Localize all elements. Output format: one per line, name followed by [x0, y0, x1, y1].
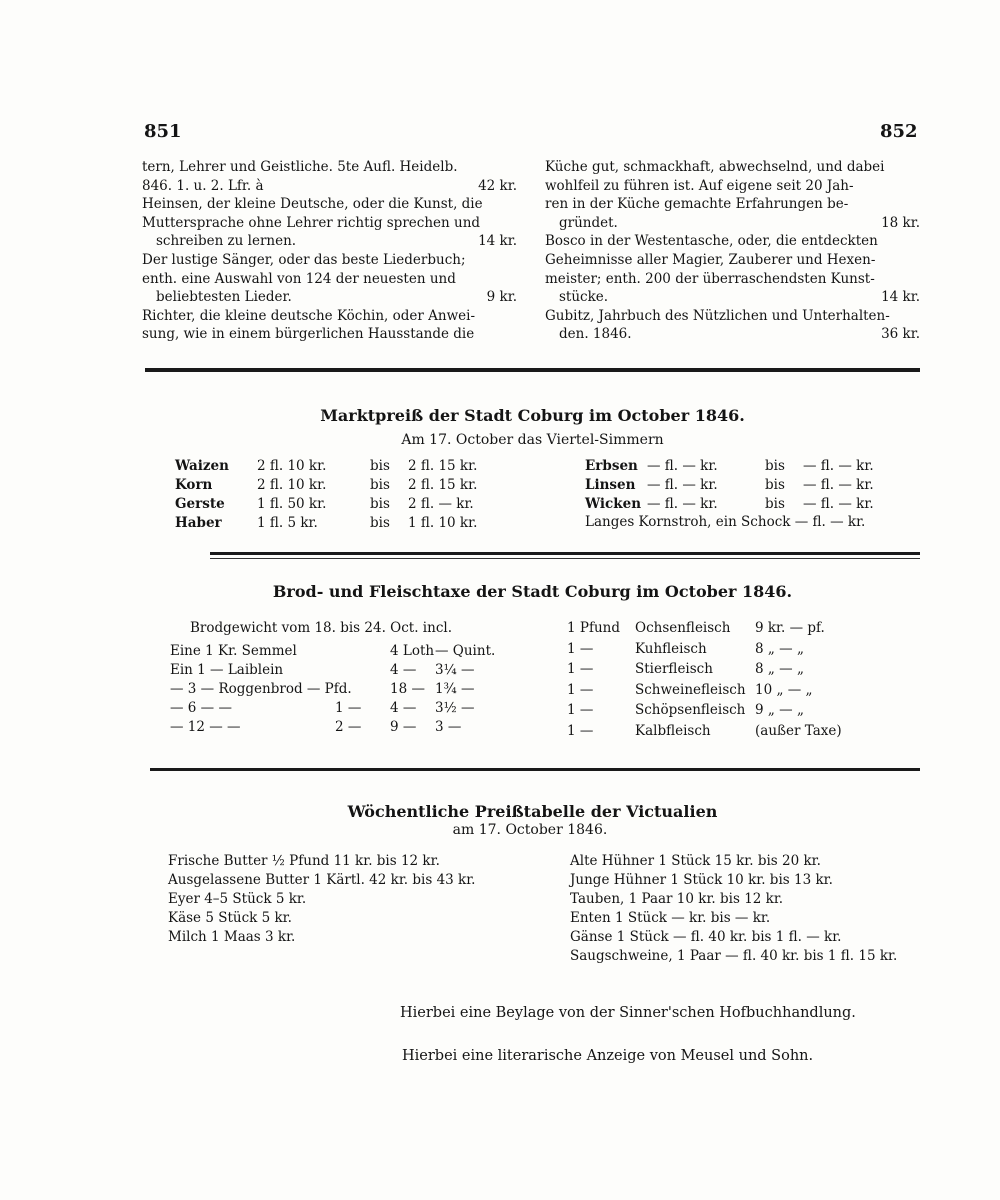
price-low: 2 fl. 10 kr. [257, 477, 327, 493]
price-row [175, 476, 515, 495]
literary-notice: Hierbei eine literarische Anzeige von Meusel und Sohn. [402, 1048, 814, 1064]
bread-cell: 4 — [390, 700, 417, 716]
bread-cell: — 3 — Roggenbrod — Pfd. [170, 681, 352, 697]
meat-name: Schöpsenfleisch [635, 702, 746, 718]
book-entry-line: enth. eine Auswahl von 124 der neuesten und [142, 270, 456, 287]
price-low: 2 fl. 10 kr. [257, 458, 327, 474]
book-entry-line [142, 177, 517, 196]
victual-item: Alte Hühner 1 Stück 15 kr. bis 20 kr. [570, 853, 821, 869]
book-entry-line: sung, wie in einem bürgerlichen Hausstande die [142, 326, 475, 343]
book-entry-line: Muttersprache ohne Lehrer richtig sprechen und [142, 214, 481, 231]
meat-qty: 1 — [567, 661, 594, 677]
price-bis: bis [370, 458, 390, 474]
price-bis: bis [370, 515, 390, 531]
section-divider [210, 552, 920, 555]
weekly-title: Wöchentliche Preißtabelle der Victualien [347, 802, 718, 821]
bread-row [170, 680, 530, 699]
book-entry-line: Bosco in der Westentasche, oder, die entdeckten [545, 233, 878, 250]
meat-qty: 1 — [567, 681, 594, 698]
meat-price: 9 „ — „ [755, 702, 804, 718]
price-name: Erbsen [585, 458, 638, 474]
meat-price: 10 „ — „ [755, 681, 813, 698]
weekly-list-right [570, 852, 920, 966]
price-name: Linsen [585, 477, 636, 493]
bread-cell: 4 — [390, 662, 417, 678]
meat-row [567, 619, 907, 640]
bread-cell: — 6 — — [170, 700, 232, 716]
price-name: Gerste [175, 496, 225, 512]
book-entry-line: Der lustige Sänger, oder das beste Liederbuch; [142, 251, 466, 268]
price-high: 2 fl. — kr. [408, 496, 474, 512]
bread-cell: 18 — [390, 681, 425, 697]
price-low: — fl. — kr. [647, 477, 718, 493]
price-high: 2 fl. 15 kr. [408, 458, 478, 474]
bread-cell: 4 Loth [390, 643, 435, 659]
bread-weight-table [170, 642, 530, 737]
price-name: Wicken [585, 496, 642, 512]
book-price: 42 kr. [478, 177, 517, 194]
section-divider [210, 558, 920, 559]
book-entry-text: 846. 1. u. 2. Lfr. à [142, 177, 264, 194]
meat-qty: 1 Pfund [567, 620, 620, 636]
victual-item: Käse 5 Stück 5 kr. [168, 910, 292, 926]
meat-price: 9 kr. — pf. [755, 620, 825, 636]
book-price: 14 kr. [881, 289, 920, 306]
book-entry-line: wohlfeil zu führen ist. Auf eigene seit 20 Jah- [545, 177, 854, 194]
price-bis: bis [765, 477, 785, 493]
price-row [175, 514, 515, 533]
price-bis: bis [765, 458, 785, 474]
bread-cell: 9 — [390, 719, 417, 735]
meat-price: 8 „ — „ [755, 640, 804, 657]
book-entry-text: gründet. [559, 214, 618, 231]
straw-price: Langes Kornstroh, ein Schock — fl. — kr. [585, 514, 866, 530]
bread-weight-header: Brodgewicht vom 18. bis 24. Oct. incl. [190, 620, 452, 636]
book-entry-line: tern, Lehrer und Geistliche. 5te Aufl. Heidelb. [142, 159, 458, 175]
page-number-left: 851 [144, 121, 182, 142]
section-divider [145, 368, 920, 372]
book-price: 14 kr. [478, 233, 517, 250]
price-name: Waizen [175, 458, 229, 474]
meat-row [567, 722, 907, 743]
book-entry-line: ren in der Küche gemachte Erfahrungen be- [545, 196, 849, 213]
meat-price: 8 „ — „ [755, 661, 804, 677]
bread-row [170, 642, 530, 661]
book-entry-line [142, 288, 517, 307]
victual-item: Tauben, 1 Paar 10 kr. bis 12 kr. [570, 891, 784, 907]
price-row [175, 457, 515, 476]
price-name: Korn [175, 477, 213, 493]
market-title: Marktpreiß der Stadt Coburg im October 1846. [320, 406, 745, 425]
book-price: 9 kr. [486, 289, 517, 306]
weekly-list-left [168, 852, 528, 947]
book-entry-text: den. 1846. [559, 326, 632, 343]
bread-cell: — Quint. [435, 643, 496, 659]
price-low: 1 fl. 5 kr. [257, 515, 318, 531]
bread-row [170, 718, 530, 737]
book-entry-line: Gubitz, Jahrbuch des Nützlichen und Unterhalten- [545, 307, 890, 324]
book-entry-line: Richter, die kleine deutsche Köchin, oder Anwei- [142, 307, 476, 324]
supplement-notice: Hierbei eine Beylage von der Sinner'schen Hofbuchhandlung. [400, 1005, 856, 1021]
book-list-left [142, 158, 517, 344]
price-bis: bis [370, 496, 390, 512]
price-bis: bis [370, 477, 390, 493]
price-row [585, 457, 920, 476]
price-bis: bis [765, 496, 785, 512]
price-row [585, 476, 920, 495]
book-entry-text: stücke. [559, 289, 609, 306]
victual-item: Saugschweine, 1 Paar — fl. 40 kr. bis 1 fl. 15 kr. [570, 948, 898, 964]
meat-price: (außer Taxe) [755, 722, 842, 739]
weekly-date: am 17. October 1846. [452, 822, 608, 838]
bread-cell: 3¼ — [435, 662, 475, 678]
book-entry-line [142, 232, 517, 251]
price-high: — fl. — kr. [803, 496, 874, 512]
meat-qty: 1 — [567, 640, 594, 657]
brot-title: Brod- und Fleischtaxe der Stadt Coburg im October 1846. [272, 582, 793, 601]
book-entry-line [545, 214, 920, 233]
price-name: Haber [175, 515, 222, 531]
price-high: 2 fl. 15 kr. [408, 477, 478, 493]
book-entry-line [545, 325, 920, 344]
price-row [585, 495, 920, 514]
meat-price-table [567, 619, 907, 742]
meat-qty: 1 — [567, 722, 594, 739]
victual-item: Enten 1 Stück — kr. bis — kr. [570, 910, 771, 926]
page-number-right: 852 [880, 121, 918, 142]
meat-name: Schweinefleisch [635, 681, 746, 698]
bread-cell: 1 — [335, 700, 362, 716]
bread-row [170, 699, 530, 718]
price-high: 1 fl. 10 kr. [408, 515, 478, 531]
price-low: — fl. — kr. [647, 496, 718, 512]
meat-qty: 1 — [567, 702, 594, 718]
book-entry-line: Geheimnisse aller Magier, Zauberer und Hexen- [545, 251, 876, 268]
victual-item: Ausgelassene Butter 1 Kärtl. 42 kr. bis 43 kr. [168, 872, 476, 888]
price-high: — fl. — kr. [803, 458, 874, 474]
bread-cell: 3½ — [435, 700, 475, 716]
bread-cell: Ein 1 — Laiblein [170, 662, 284, 678]
meat-name: Ochsenfleisch [635, 620, 731, 636]
book-price: 18 kr. [881, 214, 920, 231]
price-low: — fl. — kr. [647, 458, 718, 474]
victual-item: Milch 1 Maas 3 kr. [168, 929, 296, 945]
bread-cell: Eine 1 Kr. Semmel [170, 643, 297, 659]
bread-cell: 3 — [435, 719, 462, 735]
victual-item: Junge Hühner 1 Stück 10 kr. bis 13 kr. [570, 872, 833, 888]
meat-row [567, 660, 907, 681]
grain-price-table [175, 457, 515, 533]
book-list-right [545, 158, 920, 344]
victual-item: Eyer 4–5 Stück 5 kr. [168, 891, 307, 907]
meat-name: Stierfleisch [635, 661, 713, 677]
bread-cell: — 12 — — [170, 719, 241, 735]
legume-price-table [585, 457, 920, 514]
book-entry-text: schreiben zu lernen. [156, 233, 297, 250]
meat-name: Kuhfleisch [635, 640, 707, 657]
book-entry-line [545, 288, 920, 307]
meat-name: Kalbfleisch [635, 722, 711, 739]
market-subtitle: Am 17. October das Viertel-Simmern [401, 432, 664, 448]
bread-cell: 1¾ — [435, 681, 475, 697]
section-divider [150, 768, 920, 771]
book-entry-line: meister; enth. 200 der überraschendsten Kunst- [545, 270, 875, 287]
victual-item: Frische Butter ½ Pfund 11 kr. bis 12 kr. [168, 853, 440, 869]
book-entry-text: beliebtesten Lieder. [156, 289, 292, 306]
meat-row [567, 640, 907, 661]
book-entry-line: Heinsen, der kleine Deutsche, oder die Kunst, die [142, 196, 483, 213]
book-price: 36 kr. [881, 326, 920, 343]
book-entry-line: Küche gut, schmackhaft, abwechselnd, und dabei [545, 159, 885, 175]
price-low: 1 fl. 50 kr. [257, 496, 327, 512]
meat-row [567, 681, 907, 702]
price-row [175, 495, 515, 514]
bread-row [170, 661, 530, 680]
victual-item: Gänse 1 Stück — fl. 40 kr. bis 1 fl. — kr. [570, 929, 842, 945]
bread-cell: 2 — [335, 719, 362, 735]
meat-row [567, 701, 907, 722]
price-high: — fl. — kr. [803, 477, 874, 493]
